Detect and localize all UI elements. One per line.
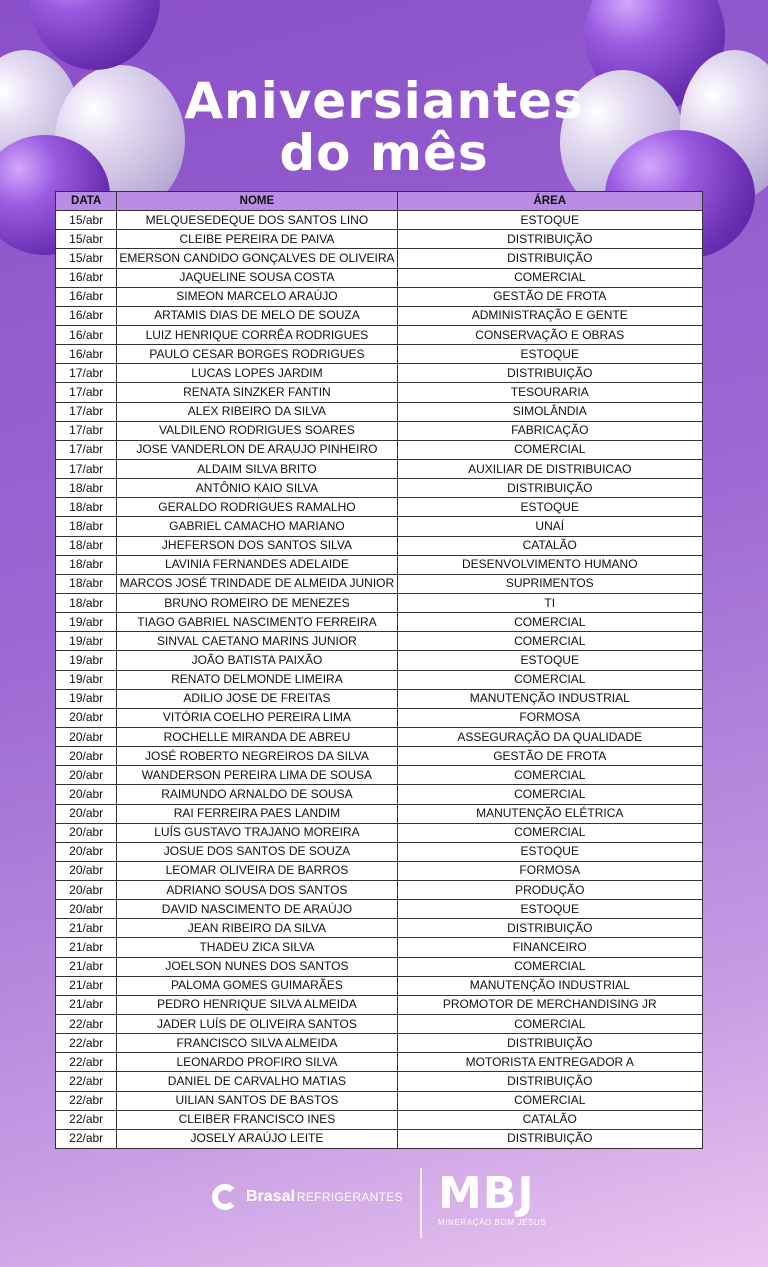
cell-area: ESTOQUE bbox=[397, 345, 702, 364]
table-row bbox=[56, 383, 703, 402]
cell-name: RENATA SINZKER FANTIN bbox=[117, 383, 397, 402]
cell-date: 21/abr bbox=[56, 976, 117, 995]
brasal-logo-name: Brasal bbox=[246, 1188, 295, 1205]
cell-date: 16/abr bbox=[56, 287, 117, 306]
cell-name: SIMEON MARCELO ARAÚJO bbox=[117, 287, 397, 306]
cell-name: GERALDO RODRIGUES RAMALHO bbox=[117, 498, 397, 517]
table-row bbox=[56, 613, 703, 632]
cell-date: 22/abr bbox=[56, 1110, 117, 1129]
cell-area: COMERCIAL bbox=[397, 957, 702, 976]
cell-name: LUIZ HENRIQUE CORRÊA RODRIGUES bbox=[117, 325, 397, 344]
cell-name: JOELSON NUNES DOS SANTOS bbox=[117, 957, 397, 976]
table-row bbox=[56, 325, 703, 344]
cell-date: 16/abr bbox=[56, 345, 117, 364]
cell-date: 17/abr bbox=[56, 383, 117, 402]
cell-area: COMERCIAL bbox=[397, 766, 702, 785]
cell-date: 17/abr bbox=[56, 421, 117, 440]
cell-date: 20/abr bbox=[56, 900, 117, 919]
cell-date: 18/abr bbox=[56, 593, 117, 612]
cell-area: COMERCIAL bbox=[397, 1091, 702, 1110]
cell-area: GESTÃO DE FROTA bbox=[397, 747, 702, 766]
cell-name: ADILIO JOSE DE FREITAS bbox=[117, 689, 397, 708]
table-row bbox=[56, 861, 703, 880]
brasal-ring-icon bbox=[212, 1184, 238, 1210]
table-row bbox=[56, 287, 703, 306]
cell-area: FORMOSA bbox=[397, 708, 702, 727]
table-row bbox=[56, 555, 703, 574]
table-row bbox=[56, 498, 703, 517]
cell-date: 17/abr bbox=[56, 364, 117, 383]
cell-area: ESTOQUE bbox=[397, 842, 702, 861]
cell-name: LUÍS GUSTAVO TRAJANO MOREIRA bbox=[117, 823, 397, 842]
cell-date: 15/abr bbox=[56, 211, 117, 230]
table-row bbox=[56, 1053, 703, 1072]
cell-date: 22/abr bbox=[56, 1091, 117, 1110]
table-row bbox=[56, 995, 703, 1014]
cell-name: LUCAS LOPES JARDIM bbox=[117, 364, 397, 383]
cell-date: 20/abr bbox=[56, 727, 117, 746]
cell-name: EMERSON CANDIDO GONÇALVES DE OLIVEIRA bbox=[117, 249, 397, 268]
cell-area: ADMINISTRAÇÃO E GENTE bbox=[397, 306, 702, 325]
cell-date: 19/abr bbox=[56, 689, 117, 708]
table-row bbox=[56, 211, 703, 230]
table-row bbox=[56, 881, 703, 900]
cell-area: SUPRIMENTOS bbox=[397, 574, 702, 593]
column-header-area: ÁREA bbox=[397, 192, 702, 211]
cell-area: FABRICAÇÃO bbox=[397, 421, 702, 440]
table-row bbox=[56, 938, 703, 957]
cell-area: DISTRIBUIÇÃO bbox=[397, 479, 702, 498]
cell-date: 15/abr bbox=[56, 249, 117, 268]
brasal-logo bbox=[212, 1184, 403, 1210]
cell-area: COMERCIAL bbox=[397, 823, 702, 842]
cell-name: ARTAMIS DIAS DE MELO DE SOUZA bbox=[117, 306, 397, 325]
table-row bbox=[56, 957, 703, 976]
cell-date: 22/abr bbox=[56, 1053, 117, 1072]
cell-area: COMERCIAL bbox=[397, 613, 702, 632]
cell-name: ALDAIM SILVA BRITO bbox=[117, 459, 397, 478]
cell-date: 19/abr bbox=[56, 651, 117, 670]
cell-name: PAULO CESAR BORGES RODRIGUES bbox=[117, 345, 397, 364]
table-row bbox=[56, 249, 703, 268]
cell-name: BRUNO ROMEIRO DE MENEZES bbox=[117, 593, 397, 612]
cell-date: 18/abr bbox=[56, 498, 117, 517]
cell-area: MANUTENÇÃO INDUSTRIAL bbox=[397, 976, 702, 995]
cell-name: FRANCISCO SILVA ALMEIDA bbox=[117, 1034, 397, 1053]
table-row bbox=[56, 632, 703, 651]
cell-name: DAVID NASCIMENTO DE ARAÚJO bbox=[117, 900, 397, 919]
cell-date: 18/abr bbox=[56, 555, 117, 574]
cell-area: COMERCIAL bbox=[397, 632, 702, 651]
cell-date: 19/abr bbox=[56, 613, 117, 632]
column-header-name: NOME bbox=[117, 192, 397, 211]
table-row bbox=[56, 1072, 703, 1091]
cell-date: 21/abr bbox=[56, 957, 117, 976]
cell-date: 20/abr bbox=[56, 861, 117, 880]
cell-date: 22/abr bbox=[56, 1015, 117, 1034]
cell-name: THADEU ZICA SILVA bbox=[117, 938, 397, 957]
cell-date: 16/abr bbox=[56, 325, 117, 344]
table-row bbox=[56, 766, 703, 785]
cell-date: 19/abr bbox=[56, 632, 117, 651]
table-row bbox=[56, 440, 703, 459]
cell-name: WANDERSON PEREIRA LIMA DE SOUSA bbox=[117, 766, 397, 785]
cell-name: LEOMAR OLIVEIRA DE BARROS bbox=[117, 861, 397, 880]
cell-area: PROMOTOR DE MERCHANDISING JR bbox=[397, 995, 702, 1014]
cell-date: 18/abr bbox=[56, 574, 117, 593]
cell-area: MANUTENÇÃO INDUSTRIAL bbox=[397, 689, 702, 708]
cell-name: UILIAN SANTOS DE BASTOS bbox=[117, 1091, 397, 1110]
table-row bbox=[56, 747, 703, 766]
table-row bbox=[56, 364, 703, 383]
cell-date: 21/abr bbox=[56, 938, 117, 957]
cell-area: ESTOQUE bbox=[397, 900, 702, 919]
cell-area: DISTRIBUIÇÃO bbox=[397, 364, 702, 383]
table-row bbox=[56, 536, 703, 555]
cell-date: 22/abr bbox=[56, 1034, 117, 1053]
cell-date: 20/abr bbox=[56, 766, 117, 785]
table-row bbox=[56, 268, 703, 287]
cell-name: GABRIEL CAMACHO MARIANO bbox=[117, 517, 397, 536]
table-row bbox=[56, 402, 703, 421]
cell-name: RAIMUNDO ARNALDO DE SOUSA bbox=[117, 785, 397, 804]
cell-area: ESTOQUE bbox=[397, 651, 702, 670]
cell-date: 21/abr bbox=[56, 995, 117, 1014]
cell-date: 17/abr bbox=[56, 440, 117, 459]
cell-area: COMERCIAL bbox=[397, 268, 702, 287]
cell-name: CLEIBER FRANCISCO INES bbox=[117, 1110, 397, 1129]
cell-name: ROCHELLE MIRANDA DE ABREU bbox=[117, 727, 397, 746]
table-row bbox=[56, 1034, 703, 1053]
table-row bbox=[56, 1110, 703, 1129]
cell-date: 16/abr bbox=[56, 306, 117, 325]
table-row bbox=[56, 593, 703, 612]
cell-name: RAI FERREIRA PAES LANDIM bbox=[117, 804, 397, 823]
table-row bbox=[56, 919, 703, 938]
cell-name: ADRIANO SOUSA DOS SANTOS bbox=[117, 881, 397, 900]
cell-area: COMERCIAL bbox=[397, 1015, 702, 1034]
cell-date: 20/abr bbox=[56, 785, 117, 804]
table-header-row bbox=[56, 192, 703, 211]
cell-name: PALOMA GOMES GUIMARÃES bbox=[117, 976, 397, 995]
cell-name: MARCOS JOSÉ TRINDADE DE ALMEIDA JUNIOR bbox=[117, 574, 397, 593]
cell-date: 16/abr bbox=[56, 268, 117, 287]
cell-area: DISTRIBUIÇÃO bbox=[397, 1034, 702, 1053]
table-row bbox=[56, 785, 703, 804]
logo-divider bbox=[420, 1168, 422, 1238]
cell-area: FORMOSA bbox=[397, 861, 702, 880]
table-row bbox=[56, 517, 703, 536]
cell-date: 15/abr bbox=[56, 230, 117, 249]
table-row bbox=[56, 727, 703, 746]
cell-area: MOTORISTA ENTREGADOR A bbox=[397, 1053, 702, 1072]
table-row bbox=[56, 230, 703, 249]
cell-area: DISTRIBUIÇÃO bbox=[397, 1129, 702, 1148]
cell-area: COMERCIAL bbox=[397, 670, 702, 689]
cell-name: JOSE VANDERLON DE ARAUJO PINHEIRO bbox=[117, 440, 397, 459]
table-row bbox=[56, 976, 703, 995]
cell-area: ESTOQUE bbox=[397, 498, 702, 517]
cell-area: GESTÃO DE FROTA bbox=[397, 287, 702, 306]
table-row bbox=[56, 708, 703, 727]
table-row bbox=[56, 804, 703, 823]
cell-date: 22/abr bbox=[56, 1072, 117, 1091]
column-header-date: DATA bbox=[56, 192, 117, 211]
cell-date: 20/abr bbox=[56, 804, 117, 823]
table-row bbox=[56, 689, 703, 708]
cell-area: DESENVOLVIMENTO HUMANO bbox=[397, 555, 702, 574]
table-row bbox=[56, 842, 703, 861]
table-row bbox=[56, 1091, 703, 1110]
cell-date: 17/abr bbox=[56, 402, 117, 421]
cell-name: ANTÔNIO KAIO SILVA bbox=[117, 479, 397, 498]
page-title-line1: Aniversiantes bbox=[184, 72, 584, 130]
page-title-line2: do mês bbox=[279, 124, 489, 182]
cell-area: ASSEGURAÇÃO DA QUALIDADE bbox=[397, 727, 702, 746]
table-row bbox=[56, 306, 703, 325]
cell-area: COMERCIAL bbox=[397, 440, 702, 459]
cell-area: DISTRIBUIÇÃO bbox=[397, 1072, 702, 1091]
cell-name: DANIEL DE CARVALHO MATIAS bbox=[117, 1072, 397, 1091]
mbj-logo-sub: MINERAÇÃO BOM JESUS bbox=[438, 1218, 547, 1227]
cell-date: 18/abr bbox=[56, 536, 117, 555]
cell-area: CATALÃO bbox=[397, 536, 702, 555]
cell-area: UNAÍ bbox=[397, 517, 702, 536]
table-row bbox=[56, 1129, 703, 1148]
cell-name: CLEIBE PEREIRA DE PAIVA bbox=[117, 230, 397, 249]
cell-name: PEDRO HENRIQUE SILVA ALMEIDA bbox=[117, 995, 397, 1014]
cell-name: LEONARDO PROFIRO SILVA bbox=[117, 1053, 397, 1072]
cell-name: JADER LUÍS DE OLIVEIRA SANTOS bbox=[117, 1015, 397, 1034]
cell-name: TIAGO GABRIEL NASCIMENTO FERREIRA bbox=[117, 613, 397, 632]
cell-name: MELQUESEDEQUE DOS SANTOS LINO bbox=[117, 211, 397, 230]
brasal-logo-sub: REFRIGERANTES bbox=[296, 1190, 403, 1204]
cell-area: AUXILIAR DE DISTRIBUICAO bbox=[397, 459, 702, 478]
table-row bbox=[56, 574, 703, 593]
table-row bbox=[56, 900, 703, 919]
cell-date: 20/abr bbox=[56, 708, 117, 727]
cell-name: JHEFERSON DOS SANTOS SILVA bbox=[117, 536, 397, 555]
cell-name: JOSELY ARAÚJO LEITE bbox=[117, 1129, 397, 1148]
cell-name: VALDILENO RODRIGUES SOARES bbox=[117, 421, 397, 440]
cell-date: 17/abr bbox=[56, 459, 117, 478]
cell-date: 20/abr bbox=[56, 823, 117, 842]
table-row bbox=[56, 651, 703, 670]
cell-area: MANUTENÇÃO ELÉTRICA bbox=[397, 804, 702, 823]
cell-name: VITÓRIA COELHO PEREIRA LIMA bbox=[117, 708, 397, 727]
cell-area: SIMOLÂNDIA bbox=[397, 402, 702, 421]
table-row bbox=[56, 670, 703, 689]
cell-area: FINANCEIRO bbox=[397, 938, 702, 957]
cell-date: 19/abr bbox=[56, 670, 117, 689]
cell-area: DISTRIBUIÇÃO bbox=[397, 230, 702, 249]
cell-area: TESOURARIA bbox=[397, 383, 702, 402]
cell-date: 20/abr bbox=[56, 842, 117, 861]
cell-date: 22/abr bbox=[56, 1129, 117, 1148]
cell-name: SINVAL CAETANO MARINS JUNIOR bbox=[117, 632, 397, 651]
table-row bbox=[56, 421, 703, 440]
cell-area: TI bbox=[397, 593, 702, 612]
table-row bbox=[56, 823, 703, 842]
cell-date: 18/abr bbox=[56, 479, 117, 498]
cell-area: COMERCIAL bbox=[397, 785, 702, 804]
cell-name: JOÃO BATISTA PAIXÃO bbox=[117, 651, 397, 670]
mbj-logo-letters: MBJ bbox=[438, 1168, 535, 1219]
cell-date: 18/abr bbox=[56, 517, 117, 536]
cell-area: DISTRIBUIÇÃO bbox=[397, 919, 702, 938]
table-row bbox=[56, 479, 703, 498]
cell-name: JEAN RIBEIRO DA SILVA bbox=[117, 919, 397, 938]
cell-name: JOSUE DOS SANTOS DE SOUZA bbox=[117, 842, 397, 861]
cell-area: CATALÃO bbox=[397, 1110, 702, 1129]
cell-date: 21/abr bbox=[56, 919, 117, 938]
cell-name: LAVINIA FERNANDES ADELAIDE bbox=[117, 555, 397, 574]
table-row bbox=[56, 459, 703, 478]
cell-name: JAQUELINE SOUSA COSTA bbox=[117, 268, 397, 287]
cell-area: DISTRIBUIÇÃO bbox=[397, 249, 702, 268]
cell-name: ALEX RIBEIRO DA SILVA bbox=[117, 402, 397, 421]
cell-date: 20/abr bbox=[56, 881, 117, 900]
birthday-table bbox=[55, 191, 703, 1149]
cell-name: RENATO DELMONDE LIMEIRA bbox=[117, 670, 397, 689]
cell-area: PRODUÇÃO bbox=[397, 881, 702, 900]
cell-area: CONSERVAÇÃO E OBRAS bbox=[397, 325, 702, 344]
cell-area: ESTOQUE bbox=[397, 211, 702, 230]
cell-date: 20/abr bbox=[56, 747, 117, 766]
cell-name: JOSÉ ROBERTO NEGREIROS DA SILVA bbox=[117, 747, 397, 766]
mbj-logo bbox=[438, 1168, 547, 1227]
footer-logos bbox=[0, 1168, 768, 1238]
table-row bbox=[56, 1015, 703, 1034]
table-row bbox=[56, 345, 703, 364]
